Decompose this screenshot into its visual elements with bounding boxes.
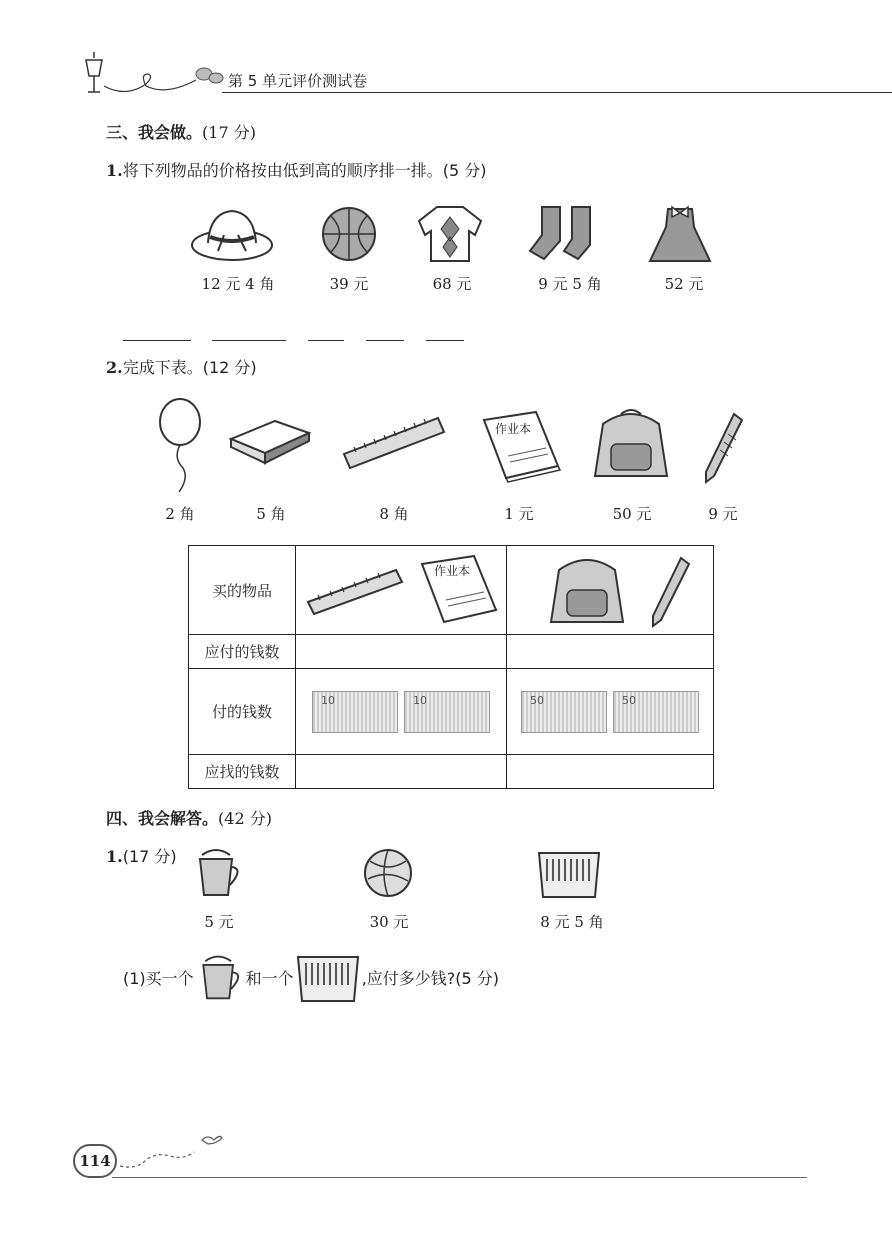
q2-prompt — [106, 355, 257, 378]
teacup-icon — [190, 843, 246, 901]
section3-points: (17 分) — [202, 123, 256, 142]
cell-bills-b — [507, 669, 714, 755]
q1-price-sweater: 68 元 — [432, 275, 472, 293]
notebook-cover-label: 作业本 — [495, 422, 532, 436]
socks-icon — [526, 205, 606, 263]
banknote-value: 50 — [622, 693, 636, 707]
purchase-table — [188, 545, 714, 789]
header-title: 第 5 单元评价测试卷 — [228, 72, 368, 90]
swirl-line — [104, 74, 196, 92]
s4-price-teacup: 5 元 — [204, 913, 234, 931]
pencil-box-icon — [535, 845, 603, 901]
footer-decoration — [116, 1130, 226, 1174]
header-divider — [222, 92, 892, 93]
page-number: 114 — [73, 1144, 117, 1178]
footer-divider — [112, 1177, 807, 1178]
banknote-icon — [404, 691, 490, 733]
volleyball-icon — [362, 847, 414, 899]
q1-price-hat: 12 元 4 角 — [201, 275, 275, 293]
answer-cell[interactable] — [296, 635, 507, 669]
sub1-middle: 和一个 — [245, 968, 294, 988]
ruler-icon — [304, 564, 404, 620]
q1-text: 将下列物品的价格按由低到高的顺序排一排。(5 分) — [122, 161, 487, 180]
s4-q1-points: (17 分) — [122, 847, 177, 866]
answer-blank[interactable] — [123, 340, 191, 341]
answer-cell[interactable] — [507, 635, 714, 669]
hat-icon — [190, 205, 274, 265]
table-row — [189, 546, 714, 635]
row-label-items: 买的物品 — [189, 546, 296, 635]
row-label-paid: 付的钱数 — [189, 669, 296, 755]
banknote-icon — [521, 691, 607, 733]
q2-price-notebook: 1 元 — [504, 505, 534, 523]
table-row — [189, 635, 714, 669]
s4-q1-number: 1. — [106, 847, 123, 866]
q2-number: 2. — [106, 358, 123, 377]
backpack-icon — [585, 406, 677, 484]
answer-blank[interactable] — [212, 340, 286, 341]
answer-cell[interactable] — [296, 755, 507, 789]
notebook-cover-label: 作业本 — [434, 564, 471, 578]
answer-cell[interactable] — [507, 755, 714, 789]
banknote-value: 10 — [413, 693, 427, 707]
bird-icon — [202, 1136, 222, 1144]
cell-items-b — [507, 546, 714, 635]
balloon-icon — [155, 398, 205, 494]
s4-q1-prompt — [106, 844, 177, 867]
q1-price-socks: 9 元 5 角 — [538, 275, 602, 293]
backpack-icon — [541, 552, 633, 630]
q2-price-eraser: 5 角 — [256, 505, 286, 523]
q1-price-basketball: 39 元 — [329, 275, 369, 293]
section3-title — [106, 120, 256, 143]
banknote-value: 50 — [530, 693, 544, 707]
q1-price-dress: 52 元 — [664, 275, 704, 293]
dress-icon — [646, 203, 714, 267]
header-decoration — [76, 50, 226, 100]
answer-blank[interactable] — [308, 340, 344, 341]
s4-price-volleyball: 30 元 — [369, 913, 409, 931]
s4-sub1-prompt — [123, 965, 499, 989]
teacup-icon — [194, 949, 246, 1005]
section3-title-text: 三、我会做。 — [106, 123, 203, 142]
sweater-icon — [415, 203, 485, 265]
sub1-prefix: (1)买一个 — [123, 968, 194, 988]
butterfly-icon — [196, 68, 223, 83]
q2-price-ruler: 8 角 — [379, 505, 409, 523]
q1-prompt — [106, 158, 486, 181]
cell-items-a — [296, 546, 507, 635]
q1-number: 1. — [106, 161, 123, 180]
q2-text: 完成下表。(12 分) — [122, 358, 257, 377]
eraser-icon — [225, 415, 313, 467]
row-label-due: 应付的钱数 — [189, 635, 296, 669]
section4-title — [106, 806, 272, 829]
q2-price-balloon: 2 角 — [165, 505, 195, 523]
basketball-icon — [320, 205, 378, 263]
cell-bills-a — [296, 669, 507, 755]
pen-icon — [647, 554, 693, 630]
section4-title-text: 四、我会解答。 — [106, 809, 219, 828]
banknote-icon — [613, 691, 699, 733]
pen-icon — [700, 410, 746, 486]
answer-blank[interactable] — [426, 340, 464, 341]
row-label-change: 应找的钱数 — [189, 755, 296, 789]
lantern-icon — [86, 52, 102, 92]
banknote-value: 10 — [321, 693, 335, 707]
ruler-icon — [340, 412, 446, 474]
section4-points: (42 分) — [218, 809, 272, 828]
table-row — [189, 669, 714, 755]
table-row — [189, 755, 714, 789]
q2-price-backpack: 50 元 — [612, 505, 652, 523]
answer-blank[interactable] — [366, 340, 404, 341]
q2-price-pen: 9 元 — [708, 505, 738, 523]
banknote-icon — [312, 691, 398, 733]
sub1-suffix: ,应付多少钱?(5 分) — [361, 968, 500, 988]
s4-price-pencil-box: 8 元 5 角 — [540, 913, 604, 931]
pencil-box-icon — [294, 947, 362, 1007]
